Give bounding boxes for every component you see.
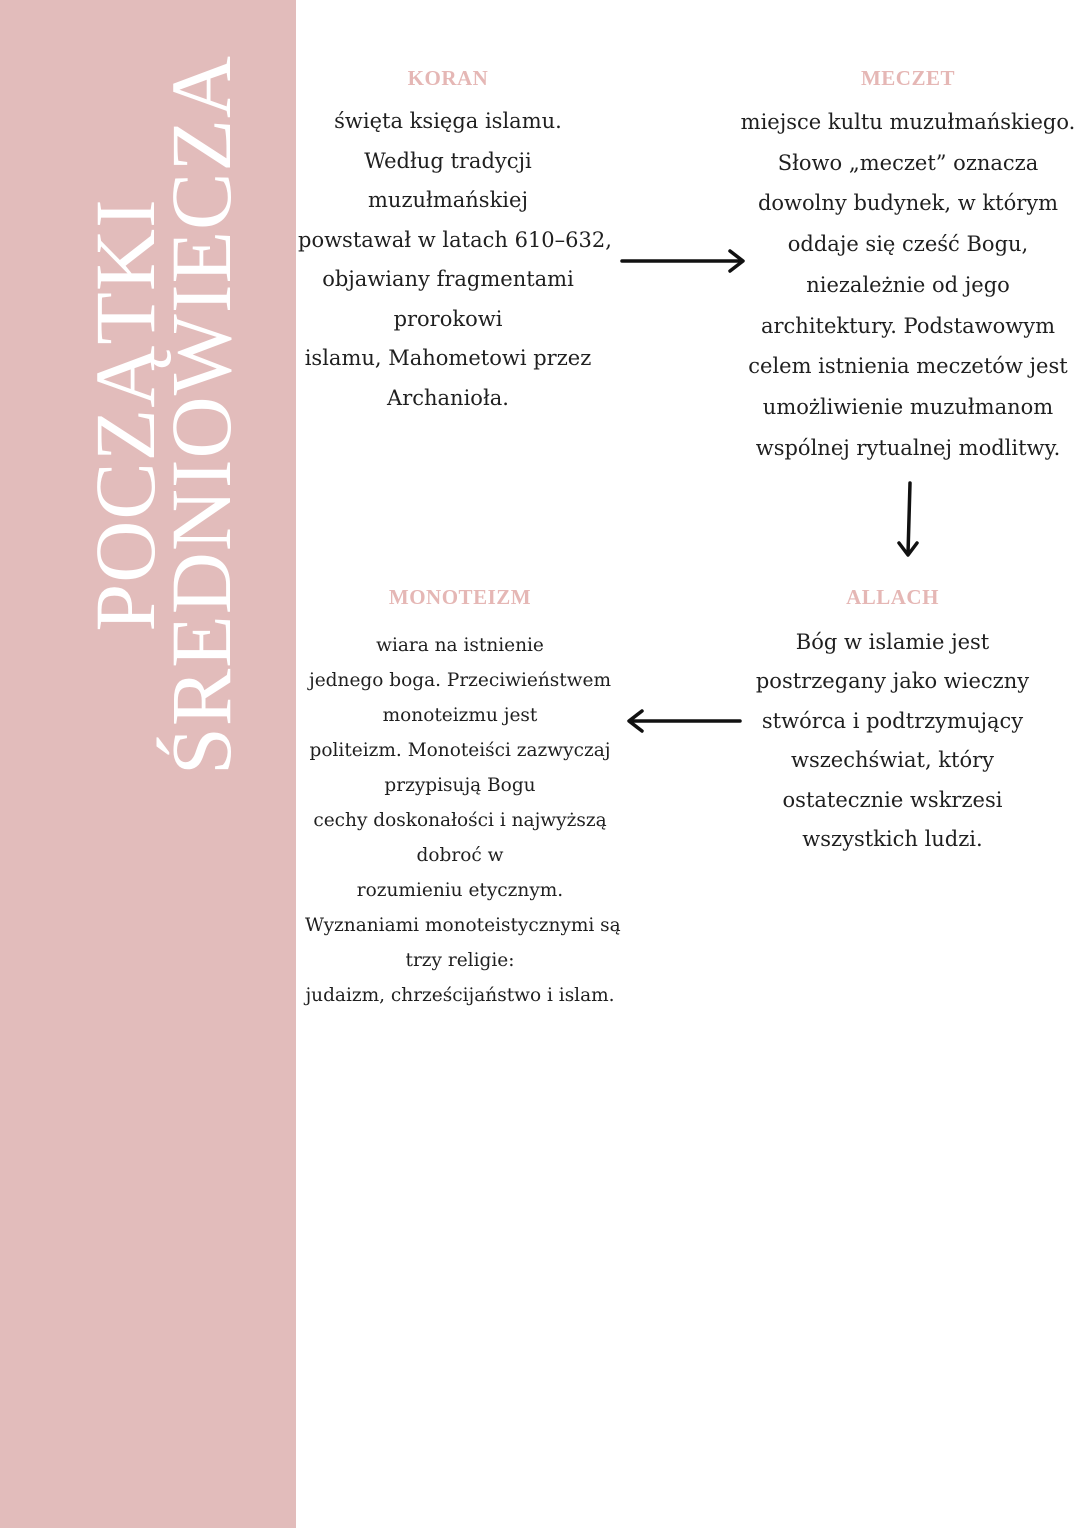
card-monoteizm-body (305, 628, 621, 1013)
card-monoteizm-line: judaizm, chrześcijaństwo i islam. (305, 985, 615, 1006)
card-monoteizm-line: cechy doskonałości i najwyższą (313, 810, 607, 831)
card-koran-line: święta księga islamu. (334, 109, 562, 133)
card-koran-line: islamu, Mahometowi przez (304, 346, 592, 370)
card-allach-line: postrzegany jako wieczny (755, 669, 1030, 694)
card-koran-line: objawiany fragmentami (322, 267, 574, 291)
card-allach-line: wszechświat, który (790, 748, 995, 773)
card-meczet-line: dowolny budynek, w którym (757, 191, 1059, 216)
card-allach-line: Bóg w islamie jest (795, 630, 990, 654)
card-allach-line: stwórca i podtrzymujący (761, 708, 1024, 733)
card-koran-line: Archanioła. (387, 385, 509, 410)
page-title-line-1: POCZĄTKI (76, 198, 173, 632)
card-meczet-line: niezależnie od jego (806, 272, 1010, 297)
arrow-down-icon (894, 480, 924, 560)
card-monoteizm-line: wiara na istnienie (376, 635, 544, 656)
card-monoteizm-line: Wyznaniami monoteistycznymi są (305, 915, 621, 936)
card-monoteizm-line: politeizm. Monoteiści zazwyczaj (309, 740, 611, 761)
arrow-right-icon (620, 248, 750, 274)
card-koran-body (298, 102, 612, 418)
card-meczet-line: architektury. Podstawowym (760, 313, 1056, 338)
card-meczet-line: miejsce kultu muzułmańskiego. (740, 110, 1076, 134)
card-monoteizm-line: jednego boga. Przeciwieństwem (309, 670, 611, 691)
card-koran-line: prorokowi (393, 306, 503, 331)
card-meczet (738, 66, 1078, 468)
card-allach-line: wszystkich ludzi. (802, 827, 983, 852)
card-meczet-line: oddaje się cześć Bogu, (787, 232, 1029, 257)
card-koran-line: muzułmańskiej (368, 188, 528, 212)
card-monoteizm-title: MONOTEIZM (388, 585, 532, 609)
card-koran-line: Według tradycji (364, 148, 532, 173)
page-title (76, 54, 249, 776)
card-meczet-body (738, 102, 1078, 468)
card-monoteizm-line: rozumieniu etycznym. (356, 880, 564, 901)
card-meczet-line: wspólnej rytualnej modlitwy. (755, 435, 1061, 460)
card-allach-body (745, 623, 1040, 859)
card-koran-line: powstawał w latach 610–632, (298, 227, 612, 252)
card-allach (745, 585, 1040, 859)
card-koran-title: KORAN (407, 66, 489, 90)
card-meczet-title: MECZET (860, 66, 955, 90)
card-meczet-line: Słowo „meczet” oznacza (777, 150, 1039, 175)
card-meczet-line: umożliwienie muzułmanom (762, 394, 1054, 419)
card-monoteizm-line: trzy religie: (405, 950, 515, 971)
card-monoteizm-line: przypisują Bogu (384, 775, 536, 796)
card-koran (298, 66, 612, 418)
page-title-line-2: ŚREDNIOWIECZA (152, 54, 249, 776)
card-meczet-line: celem istnienia meczetów jest (748, 354, 1068, 379)
card-allach-line: ostatecznie wskrzesi (782, 787, 1003, 812)
card-allach-title: ALLACH (846, 585, 939, 609)
arrow-left-icon (622, 708, 744, 734)
card-monoteizm (305, 585, 621, 1013)
sidebar (0, 0, 296, 1528)
card-monoteizm-line: dobroć w (416, 845, 504, 866)
card-monoteizm-line: monoteizmu jest (382, 705, 538, 726)
